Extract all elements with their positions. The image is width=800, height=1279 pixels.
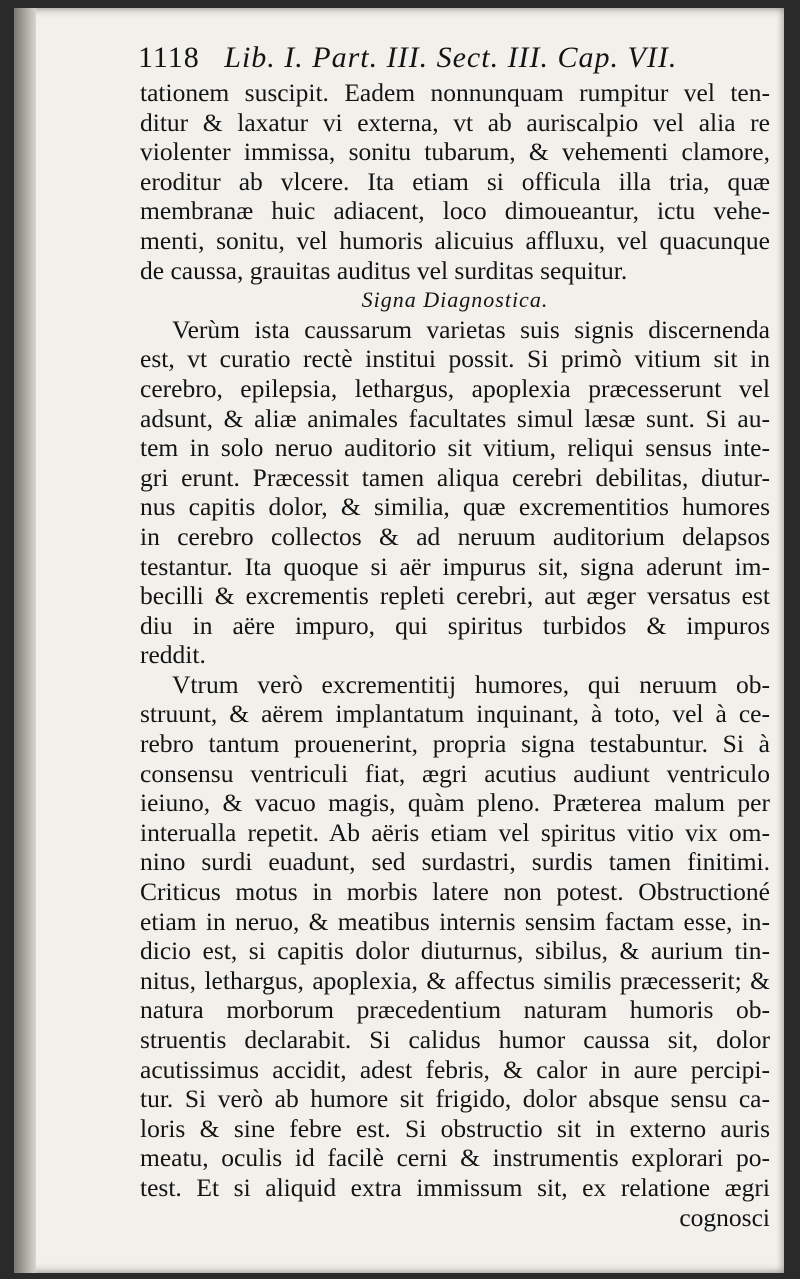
text-line: meatu, oculis id facilè cerni & instrumentis explorari po-	[140, 1143, 770, 1173]
text-line: reddit.	[140, 640, 206, 670]
text-line: in cerebro collectos & ad neruum auditorium delapsos	[140, 521, 770, 551]
text-line: nitus, lethargus, apoplexia, & affectus similis præcesserit; &	[140, 965, 770, 995]
text-line: ieiuno, & vacuo magis, quàm pleno. Præterea malum per	[140, 788, 770, 818]
text-line: test. Et si aliquid extra immissum sit, ex relatione ægri	[140, 1172, 770, 1202]
text-line: gri erunt. Præcessit tamen aliqua cerebri debilitas, diutur-	[140, 462, 770, 492]
text-line: Verùm ista caussarum varietas suis signis discernenda	[172, 314, 770, 344]
text-line: tur. Si verò ab humore sit frigido, dolor absque sensu ca-	[140, 1084, 770, 1114]
text-line: violenter immissa, sonitu tubarum, & vehementi clamore,	[140, 137, 770, 167]
text-line: de caussa, grauitas auditus vel surditas sequitur.	[140, 255, 628, 285]
text-line: Vtrum verò excrementitij humores, qui neruum ob-	[172, 669, 770, 699]
text-line: tem in solo neruo auditorio sit vitium, reliqui sensus inte-	[140, 433, 770, 463]
text-line: nus capitis dolor, & similia, quæ excrementitios humores	[140, 492, 770, 522]
text-line: nino surdi euadunt, sed surdastri, surdis tamen finitimi.	[140, 847, 770, 877]
text-line: interualla repetit. Ab aëris etiam vel spiritus vitio vix om-	[140, 817, 770, 847]
text-line: struentis declarabit. Si calidus humor caussa sit, dolor	[140, 1025, 770, 1054]
paragraph-3	[140, 670, 770, 1203]
text-line: struunt, & aërem implantatum inquinant, à toto, vel à ce-	[140, 699, 770, 729]
text-line: membranæ huic adiacent, loco dimoueantur, ictu vehe-	[140, 196, 770, 226]
text-line: loris & sine febre est. Si obstructio sit in externo auris	[140, 1113, 770, 1143]
text-line: consensu ventriculi fiat, ægri acutius audiunt ventriculo	[140, 758, 770, 788]
book-page	[14, 8, 784, 1273]
text-line: etiam in neruo, & meatibus internis sensim factam esse, in-	[140, 906, 770, 936]
text-line: eroditur ab vlcere. Ita etiam si officula illa tria, quæ	[140, 166, 770, 196]
running-title: Lib. I. Part. III. Sect. III. Cap. VII.	[224, 41, 678, 74]
text-line: menti, sonitu, vel humoris alicuius affluxu, vel quacunque	[140, 225, 770, 255]
text-block	[140, 38, 770, 1232]
paragraph-1	[140, 78, 770, 285]
catchword: cognosci	[679, 1202, 770, 1232]
text-line: Criticus motus in morbis latere non potest. Obstructioné	[140, 877, 770, 907]
page-number: 1118	[138, 41, 200, 74]
paragraph-2	[140, 315, 770, 670]
page-gutter-shadow	[14, 8, 36, 1273]
text-line: ditur & laxatur vi externa, vt ab auriscalpio vel alia re	[140, 107, 770, 137]
text-line: testantur. Ita quoque si aër impurus sit, signa aderunt im-	[140, 551, 770, 581]
text-line: est, vt curatio rectè institui possit. Si primò vitium sit in	[140, 344, 770, 374]
text-line: rebro tantum prouenerint, propria signa testabuntur. Si à	[140, 729, 770, 759]
text-line: dicio est, si capitis dolor diuturnus, sibilus, & aurium tin-	[140, 936, 770, 966]
text-line: diu in aëre impuro, qui spiritus turbidos & impuros	[140, 610, 770, 640]
section-heading: Signa Diagnostica.	[361, 287, 549, 313]
text-line: tationem suscipit. Eadem nonnunquam rumpitur vel ten-	[140, 78, 770, 107]
text-line: cerebro, epilepsia, lethargus, apoplexia præcesserunt vel	[140, 373, 770, 403]
text-line: adsunt, & aliæ animales facultates simul læsæ sunt. Si au-	[140, 403, 770, 433]
text-line: becilli & excrementis repleti cerebri, aut æger versatus est	[140, 581, 770, 611]
running-head	[138, 38, 770, 78]
text-line: natura morborum præcedentium naturam humoris ob-	[140, 995, 770, 1025]
text-line: acutissimus accidit, adest febris, & calor in aure percipi-	[140, 1054, 770, 1084]
